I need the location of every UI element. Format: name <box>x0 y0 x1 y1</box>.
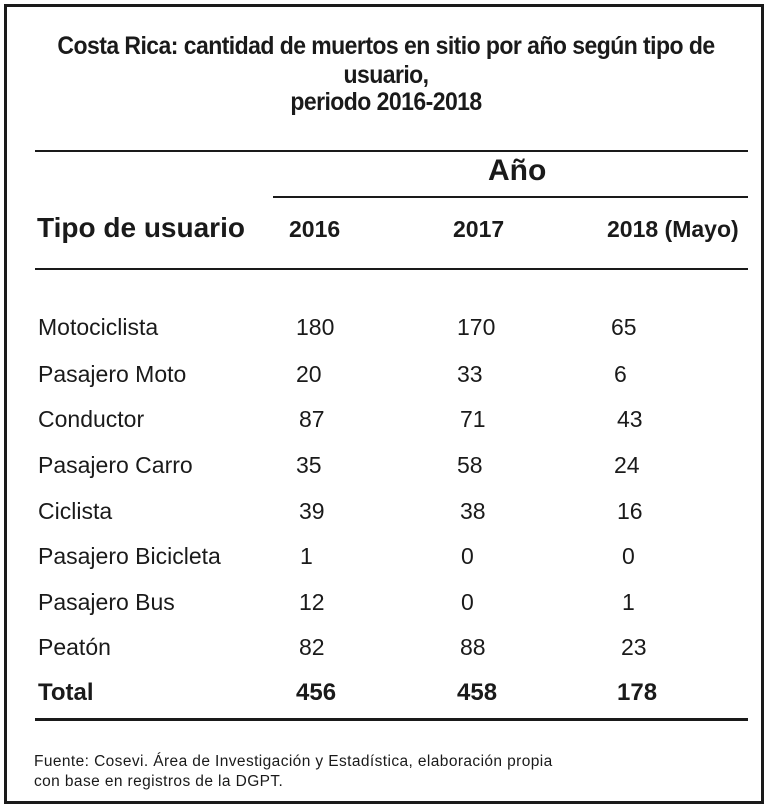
value-2016: 35 <box>296 452 322 478</box>
value-2016: 39 <box>299 498 325 524</box>
value-2016: 12 <box>299 589 325 615</box>
value-2018: 24 <box>614 452 640 478</box>
value-2017: 71 <box>460 406 486 432</box>
value-2017: 0 <box>461 543 474 569</box>
value-2016: 180 <box>296 314 335 340</box>
table-title: Costa Rica: cantidad de muertos en sitio por año según tipo de usuario, <box>57 32 715 89</box>
value-2016: 87 <box>299 406 325 432</box>
value-2017: 33 <box>457 361 483 387</box>
value-2018: 16 <box>617 498 643 524</box>
row-label: Pasajero Moto <box>38 361 187 387</box>
value-2018: 1 <box>622 589 635 615</box>
column-header-2018: 2018 (Mayo) <box>607 216 739 242</box>
top-rule <box>35 150 748 152</box>
year-group-rule <box>273 196 748 198</box>
bottom-rule <box>35 718 748 721</box>
value-2017: 58 <box>457 452 483 478</box>
total-label: Total <box>38 679 94 706</box>
row-label: Peatón <box>38 634 111 660</box>
value-2018: 0 <box>622 543 635 569</box>
value-2016: 1 <box>300 543 313 569</box>
header-bottom-rule <box>35 268 748 270</box>
total-2018: 178 <box>617 679 658 706</box>
value-2017: 170 <box>457 314 496 340</box>
row-label: Pasajero Bicicleta <box>38 543 221 569</box>
column-header-2016: 2016 <box>289 216 341 242</box>
source-line-2: con base en registros de la DGPT. <box>34 773 284 790</box>
column-header-2017: 2017 <box>453 216 505 242</box>
total-2016: 456 <box>296 679 337 706</box>
year-group-header: Año <box>488 154 547 187</box>
value-2018: 43 <box>617 406 643 432</box>
row-header: Tipo de usuario <box>37 212 245 243</box>
value-2017: 0 <box>461 589 474 615</box>
value-2018: 65 <box>611 314 637 340</box>
row-label: Motociclista <box>38 314 159 340</box>
total-2017: 458 <box>457 679 498 706</box>
row-label: Conductor <box>38 406 145 432</box>
value-2018: 6 <box>614 361 627 387</box>
value-2017: 38 <box>460 498 486 524</box>
table-subtitle: periodo 2016-2018 <box>290 88 482 116</box>
value-2018: 23 <box>621 634 647 660</box>
row-label: Pasajero Bus <box>38 589 175 615</box>
source-line-1: Fuente: Cosevi. Área de Investigación y Estadística, elaboración propia <box>34 753 553 770</box>
value-2016: 82 <box>299 634 325 660</box>
row-label: Ciclista <box>38 498 113 524</box>
value-2016: 20 <box>296 361 322 387</box>
value-2017: 88 <box>460 634 486 660</box>
source-note <box>34 752 754 792</box>
row-label: Pasajero Carro <box>38 452 193 478</box>
